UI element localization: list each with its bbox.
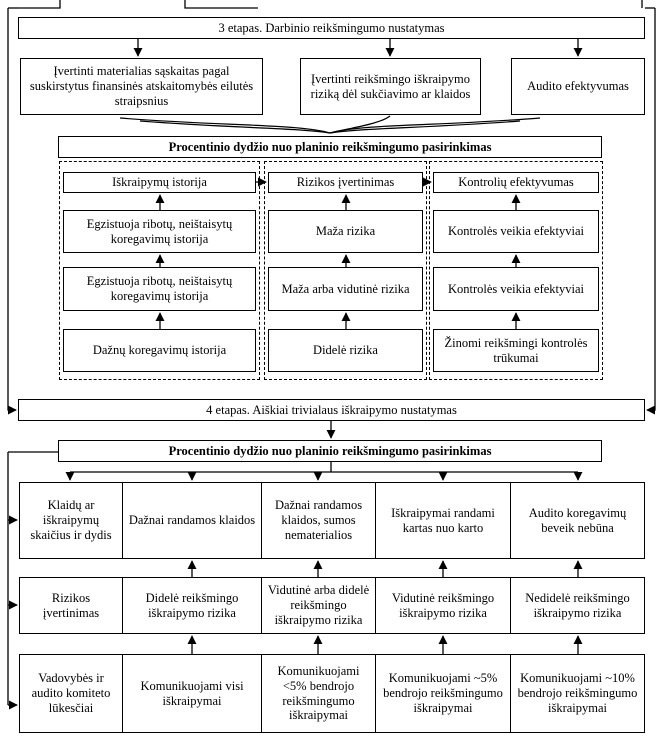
- left-loop: [8, 8, 16, 410]
- stage4-title: 4 etapas. Aiškiai trivialaus iškraipymo nustatymas: [18, 399, 645, 421]
- col2-item-1: Maža rizika: [268, 210, 423, 253]
- stage3-box-sukciavimas: Įvertinti reikšmingo iškraipymo riziką dėl sukčiavimo ar klaidos: [300, 58, 481, 115]
- top-left-connector: [18, 0, 60, 8]
- merge-curve-1: [120, 118, 330, 133]
- row1-cell-2: Dažnai randamos klaidos, sumos nematerialios: [261, 482, 376, 559]
- row2-label: Rizikos įvertinimas: [19, 577, 123, 634]
- merge-curve-2: [140, 121, 330, 133]
- col3-item-1: Kontrolės veikia efektyviai: [433, 210, 599, 253]
- col3-item-3: Žinomi reikšmingi kontrolės trūkumai: [433, 329, 599, 372]
- top-mid-connector: [185, 0, 258, 8]
- stage4-selection: Procentinio dydžio nuo planinio reikšmingumo pasirinkimas: [58, 440, 602, 462]
- row2-cell-2: Vidutinė arba didelė reikšmingo iškraipymo rizika: [261, 577, 376, 634]
- col1-header: Iškraipymų istorija: [63, 172, 256, 193]
- row2-cell-1: Didelė reikšmingo iškraipymo rizika: [122, 577, 262, 634]
- col1-item-1: Egzistuoja ribotų, neištaisytų koregavimų istorija: [63, 210, 256, 253]
- col2-header: Rizikos įvertinimas: [268, 172, 423, 193]
- col2-item-3: Didelė rizika: [268, 329, 423, 372]
- row1-cell-3: Iškraipymai randami kartas nuo karto: [375, 482, 511, 559]
- row2-cell-3: Vidutinė reikšmingo iškraipymo rizika: [375, 577, 511, 634]
- row3-cell-4: Komunikuojami ~10% bendrojo reikšmingumo iškraipymai: [510, 654, 645, 733]
- row3-cell-1: Komunikuojami visi iškraipymai: [122, 654, 262, 733]
- right-loop: [647, 8, 655, 410]
- stage3-title: 3 etapas. Darbinio reikšmingumo nustatymas: [18, 17, 645, 39]
- col3-item-2: Kontrolės veikia efektyviai: [433, 267, 599, 311]
- col1-item-3: Dažnų koregavimų istorija: [63, 329, 256, 372]
- stage3-box-materialias: Įvertinti materialias sąskaitas pagal suskirstytus finansinės atskaitomybės eilutės straipsnius: [20, 58, 263, 115]
- row3-cell-3: Komunikuojami ~5% bendrojo reikšmingumo iškraipymai: [375, 654, 511, 733]
- row1-cell-1: Dažnai randamos klaidos: [122, 482, 262, 559]
- row3-cell-2: Komunikuojami <5% bendrojo reikšmingumo iškraipymai: [261, 654, 376, 733]
- stage3-box-efektyvumas: Audito efektyvumas: [511, 58, 645, 115]
- col1-item-2: Egzistuoja ribotų, neištaisytų koregavimų istorija: [63, 267, 256, 311]
- row3-label: Vadovybės ir audito komiteto lūkesčiai: [19, 654, 123, 733]
- row2-cell-4: Nedidelė reikšmingo iškraipymo rizika: [510, 577, 645, 634]
- row1-cell-4: Audito koregavimų beveik nebūna: [510, 482, 645, 559]
- row1-label: Klaidų ar iškraipymų skaičius ir dydis: [19, 482, 123, 559]
- stage3-selection: Procentinio dydžio nuo planinio reikšmingumo pasirinkimas: [58, 136, 602, 158]
- col3-header: Kontrolių efektyvumas: [433, 172, 599, 193]
- col2-item-2: Maža arba vidutinė rizika: [268, 267, 423, 311]
